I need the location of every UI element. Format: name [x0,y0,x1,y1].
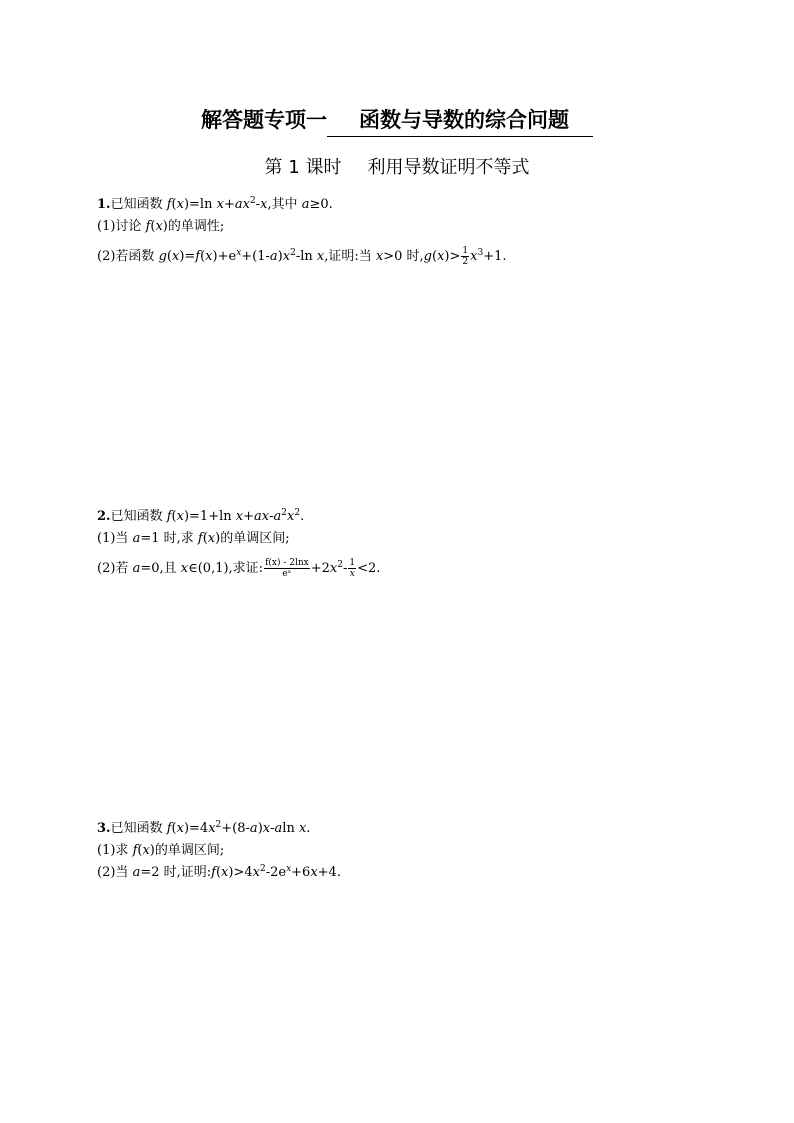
problem-3 [97,818,341,884]
problem-1-stem: 1.已知函数 f(x)=ln $x+ax^2-x$,其中 a≥0. [97,196,333,212]
fraction-one-over-x: $\frac{1}{x}$ [349,558,356,579]
problem-3-stem: 3.已知函数 $f(x)=4x^2+(8-a)x$-aln x. [97,820,311,836]
fraction-denominator: eˣ [282,569,292,579]
problem-1-part-1: (1)讨论 f(x)的单调性; [97,219,225,234]
page-subtitle [0,154,794,182]
page-title [0,104,794,137]
title-underline [327,104,571,137]
title-left: 解答题专项一 [201,108,327,132]
problem-number: 2. [97,509,111,524]
problem-2-part-2: (2)若 a=0,且 x∈(0,1),求证: $\frac{f(x) - 2\ln x}{\text{eˣ}}$ $+2x^2-$ $\frac{1}{x}$ <2. [97,558,381,579]
problem-2-part-1: (1)当 a=1 时,求 f(x)的单调区间; [97,531,290,546]
problem-2 [97,506,380,580]
problem-3-part-2: (2)当 a=2 时,证明$:f(x)>4x^2-2e^x+6x+4$. [97,864,341,880]
fraction-expression [264,558,310,579]
problem-1-part-2: (2)若函数 $g(x)=f(x)+e^x+(1-a)x^2-\ln$ x,证明:当 x>0 时,g(x)> $\frac{1}{2}$ $x^3+1$. [97,246,507,267]
title-underline-tail [571,110,593,137]
problem-number: 1. [97,197,111,212]
problem-number: 3. [97,821,111,836]
title-right: 函数与导数的综合问题 [359,108,569,132]
problem-2-stem: 2.已知函数 f(x)=1+ln $x+ax-a^2x^2$. [97,508,305,524]
subtitle-left: 第 1 课时 [264,157,342,178]
problem-1 [97,194,507,268]
subtitle-right: 利用导数证明不等式 [367,157,530,178]
problem-3-part-1: (1)求 f(x)的单调区间; [97,843,225,858]
fraction-numerator: f(x) - 2lnx [265,558,309,568]
fraction-one-half: $\frac{1}{2}$ [462,246,469,267]
